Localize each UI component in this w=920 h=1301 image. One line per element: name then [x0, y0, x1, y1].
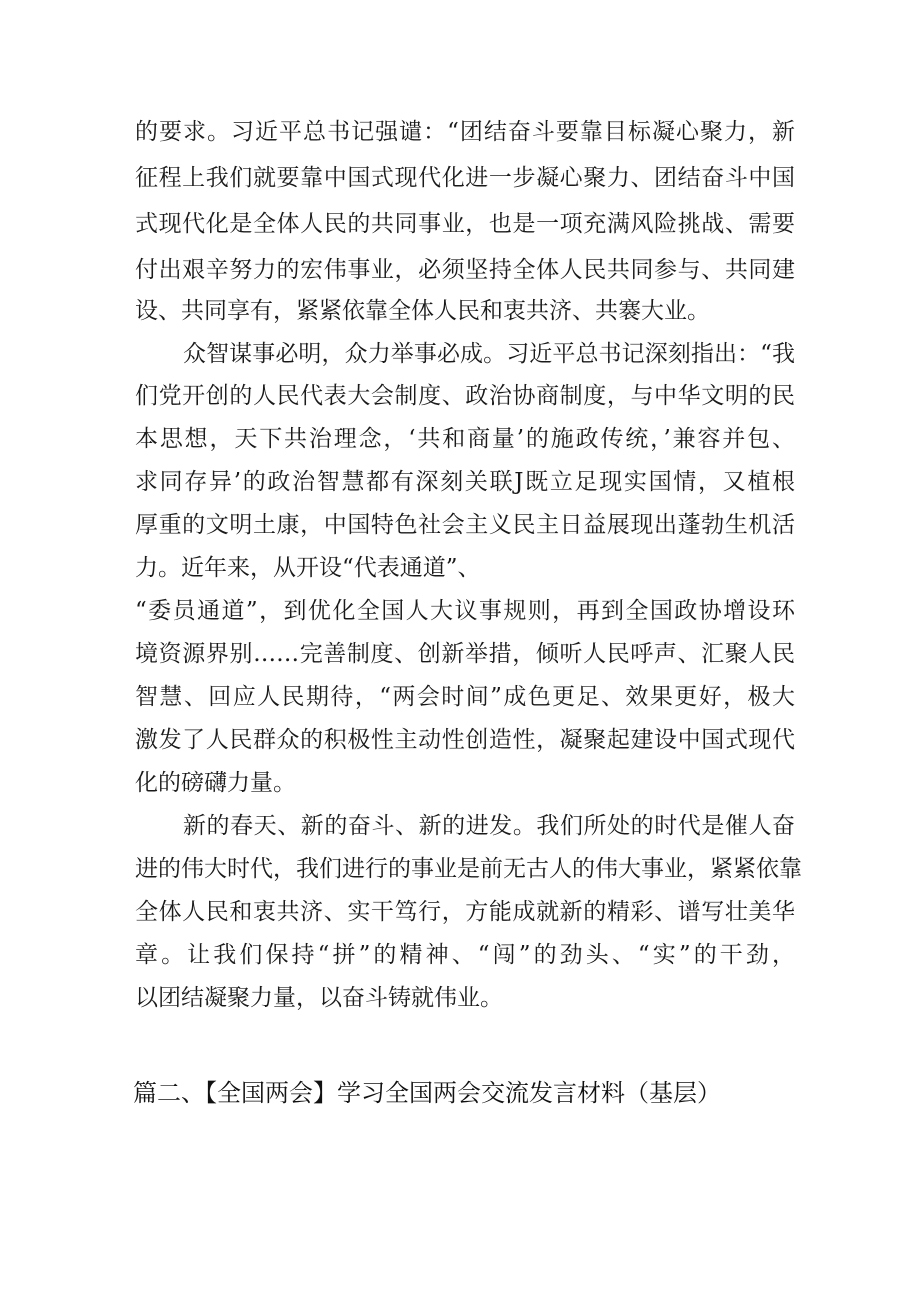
paragraph-2-line-7: “委员通道”，到优化全国人大议事规则，再到全国政协增设环 — [135, 598, 795, 624]
paragraph-3-line-3: 全体人民和衷共济、实干笃行，方能成就新的精彩、谱写壮美华 — [135, 899, 795, 925]
paragraph-1-line-5: 设、共同享有，紧紧依靠全体人民和衷共济、共褰大业。 — [135, 298, 710, 324]
paragraph-1-line-3: 式现代化是全体人民的共同事业，也是一项充满风险挑战、需要 — [135, 211, 795, 237]
paragraph-2-line-8: 境资源界别……完善制度、创新举措，倾听人民呼声、汇聚人民 — [135, 641, 795, 667]
paragraph-3-line-4: 章。让我们保持“拼”的精神、“闯”的劲头、“实”的干劲， — [135, 942, 795, 968]
paragraph-3-line-5: 以团结凝聚力量，以奋斗铸就伟业。 — [135, 985, 503, 1011]
paragraph-2-line-9: 智慧、回应人民期待，“两会时间”成色更足、效果更好，极大 — [135, 684, 795, 710]
paragraph-1-line-2: 征程上我们就要靠中国式现代化进一步凝心聚力、团结奋斗中国 — [135, 165, 795, 191]
paragraph-1-line-1: 的要求。习近平总书记强谴：“团结奋斗要靠目标凝心聚力，新 — [135, 119, 795, 145]
paragraph-1-line-4: 付出艰辛努力的宏伟事业，必须坚持全体人民共同参与、共同建 — [135, 257, 795, 283]
section-heading: 篇二、【全国两会】学习全国两会交流发言材料（基层） — [133, 1079, 721, 1107]
paragraph-3-line-1: 新的春天、新的奋斗、新的进发。我们所处的时代是催人奋 — [183, 813, 795, 839]
paragraph-2-line-5: 厚重的文明土康，中国特色社会主义民主日益展现出蓬勃生机活 — [135, 512, 795, 538]
paragraph-2-line-3: 本思想，天下共治理念，‘共和商量’的施政传统，’兼容并包、 — [135, 426, 795, 452]
paragraph-3-line-2: 进的伟大时代，我们进行的事业是前无古人的伟大事业，紧紧依靠 — [135, 856, 802, 882]
paragraph-2-line-1: 众智谋事必明，众力举事必成。习近平总书记深刻指出：“我 — [183, 341, 795, 367]
paragraph-2-line-11: 化的磅礴力量。 — [135, 770, 296, 796]
paragraph-2-line-10: 激发了人民群众的积极性主动性创造性，凝聚起建设中国式现代 — [135, 727, 795, 753]
paragraph-2-line-2: 们党开创的人民代表大会制度、政治协商制度，与中华文明的民 — [135, 383, 795, 409]
paragraph-2-line-6: 力。近年来，从开设“代表通道”、 — [135, 555, 481, 581]
paragraph-2-line-4: 求同存异’的政治智慧都有深刻关联J既立足现实国情，又植根 — [135, 469, 795, 495]
